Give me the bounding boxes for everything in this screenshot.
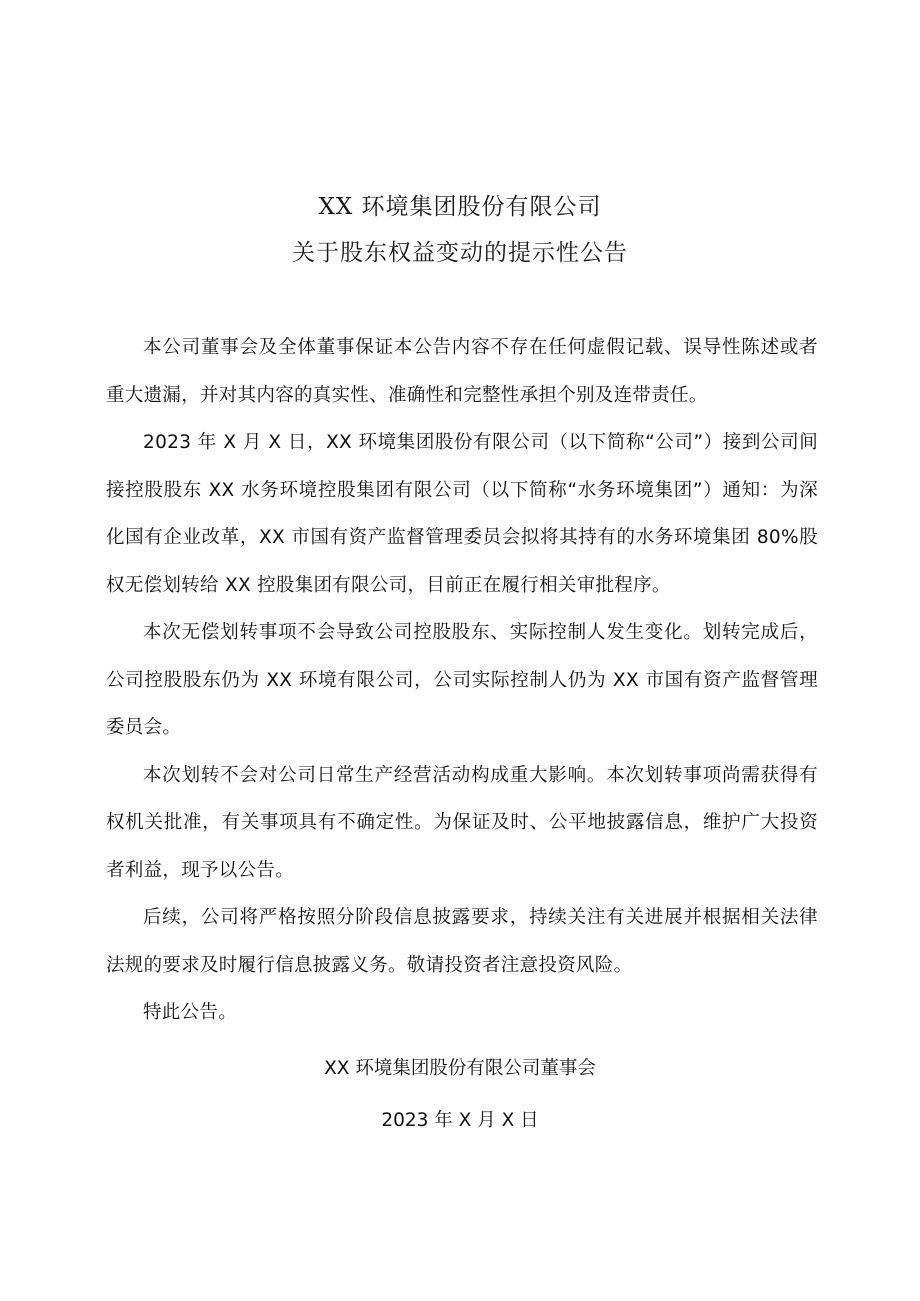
- document-body: [106, 324, 818, 1037]
- paragraph-notice-received: 2023 年 X 月 X 日，XX 环境集团股份有限公司（以下简称“公司”）接到公司间接控股股东 XX 水务环境控股集团有限公司（以下简称“水务环境集团”）通知：为深化国有企业改革，XX 市国有资产监督管理委员会拟将其持有的水务环境集团 80%股权无偿划转给 XX 控股集团有限公司，目前正在履行相关审批程序。: [106, 432, 818, 596]
- title-company-name: XX 环境集团股份有限公司: [318, 194, 602, 220]
- document-title: [0, 184, 920, 276]
- paragraph-disclaimer: 本公司董事会及全体董事保证本公告内容不存在任何虚假记载、误导性陈述或者重大遗漏，并对其内容的真实性、准确性和完整性承担个别及连带责任。: [106, 337, 818, 406]
- paragraph-closing: 特此公告。: [143, 1002, 238, 1023]
- title-announcement-subject: 关于股东权益变动的提示性公告: [292, 240, 628, 266]
- paragraph-follow-up: 后续，公司将严格按照分阶段信息披露要求，持续关注有关进展并根据相关法律法规的要求及时履行信息披露义务。敬请投资者注意投资风险。: [106, 907, 818, 976]
- paragraph-impact: 本次划转不会对公司日常生产经营活动构成重大影响。本次划转事项尚需获得有权机关批准，有关事项具有不确定性。为保证及时、公平地披露信息，维护广大投资者利益，现予以公告。: [106, 764, 818, 881]
- signature-organization: XX 环境集团股份有限公司董事会: [324, 1058, 596, 1079]
- paragraph-no-control-change: 本次无偿划转事项不会导致公司控股股东、实际控制人发生变化。划转完成后，公司控股股东仍为 XX 环境有限公司，公司实际控制人仍为 XX 市国有资产监督管理委员会。: [106, 622, 818, 738]
- signature-date: 2023 年 X 月 X 日: [381, 1110, 539, 1131]
